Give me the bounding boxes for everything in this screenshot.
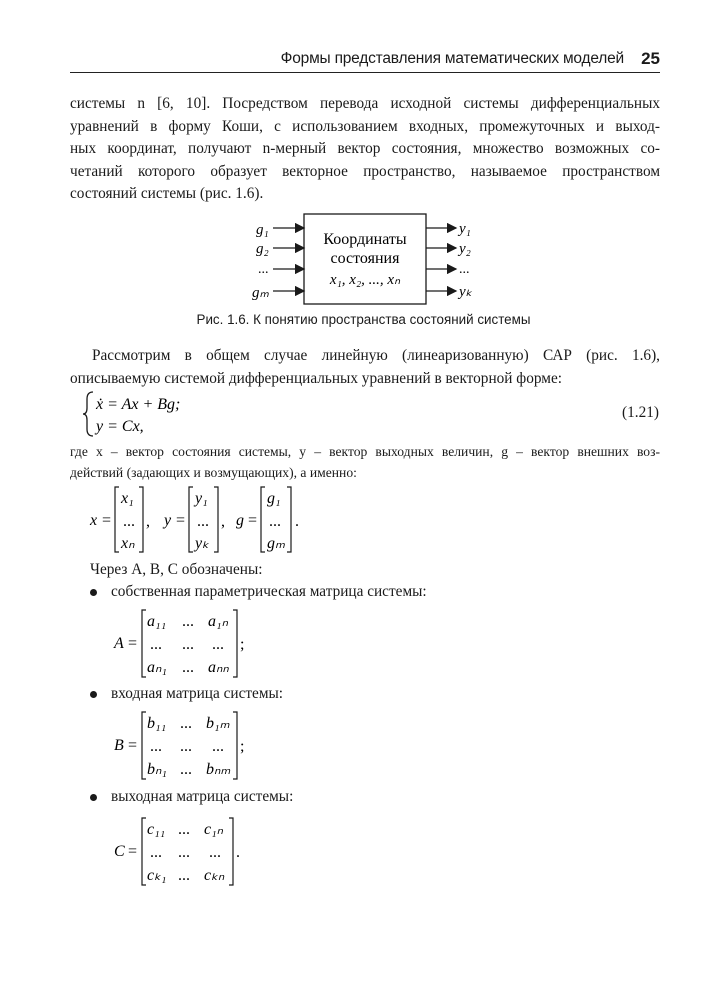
matrix-name: A: [114, 635, 124, 652]
vector-x-name: x: [90, 512, 98, 529]
running-header: [70, 50, 660, 73]
matrix-cell: ...: [212, 636, 224, 653]
bullet-dot: [90, 589, 97, 596]
matrix-end: ;: [240, 636, 245, 653]
input-label-gm: gₘ: [252, 285, 269, 301]
matrix-B: [112, 709, 272, 781]
vector-g-entry: ...: [269, 513, 281, 530]
text-line: четаний которого образует векторное пространство, называемое пространством: [70, 162, 660, 180]
bullet-dot: [90, 794, 97, 801]
vector-g-name: g: [236, 512, 244, 529]
text-line: Рассмотрим в общем случае линейную (линеаризованную) САР (рис. 1.6),: [92, 347, 660, 364]
bullet-text: выходная матрица системы:: [111, 788, 294, 805]
matrix-cell: ...: [178, 821, 190, 838]
input-label-g2: g₂: [256, 241, 269, 257]
through-text: Через A, B, C обозначены:: [90, 561, 263, 578]
vector-x-entry: xₙ: [121, 535, 135, 552]
matrix-cell: aₙ₁: [147, 659, 167, 676]
text-line: ных координат, получают n-мерный вектор состояния, множество возможных со-: [70, 140, 660, 158]
bullet-item: [90, 788, 293, 806]
matrix-A: [112, 607, 272, 679]
svg-text:=: =: [128, 635, 138, 652]
matrix-end: ;: [240, 738, 245, 755]
curly-brace: [83, 392, 93, 436]
matrix-cell: ...: [178, 867, 190, 884]
matrix-cell: cₖₙ: [204, 867, 225, 884]
matrix-cell: a₁₁: [147, 613, 167, 630]
vector-x-entry: ...: [123, 513, 135, 530]
bullet-item: [90, 685, 283, 703]
state-space-figure: [240, 212, 490, 308]
matrix-cell: b₁ₘ: [206, 715, 230, 732]
text-line: описываемую системой дифференциальных уравнений в векторной форме:: [70, 369, 562, 387]
vector-y-entry: y₁: [195, 490, 208, 507]
svg-text:,: ,: [221, 513, 225, 530]
figure-caption: Рис. 1.6. К понятию пространства состояний системы: [196, 312, 531, 327]
matrix-cell: ...: [182, 613, 194, 630]
matrix-cell: ...: [150, 738, 162, 755]
box-line-3: x₁, x₂, ..., xₙ: [329, 272, 401, 288]
matrix-end: .: [236, 844, 240, 861]
svg-text:=: =: [128, 737, 138, 754]
matrix-cell: ...: [180, 738, 192, 755]
bullet-dot: [90, 691, 97, 698]
svg-text:.: .: [295, 513, 299, 530]
matrix-cell: ...: [209, 844, 221, 861]
paragraph-system: [70, 345, 660, 390]
output-label-yk: yₖ: [459, 284, 473, 300]
vector-g-entry: gₘ: [267, 535, 285, 552]
matrix-cell: bₙₘ: [206, 761, 231, 778]
svg-text:=: =: [128, 843, 138, 860]
matrix-cell: a₁ₙ: [208, 613, 228, 630]
output-label-dots: ...: [459, 262, 470, 277]
text-line: системы n [6, 10]. Посредством перевода исходной системы дифференциальных: [70, 95, 660, 112]
svg-text:=: =: [102, 512, 112, 529]
text-line: уравнений в форму Коши, с использованием входных, промежуточных и выход-: [70, 117, 660, 135]
input-label-dots: ...: [258, 262, 269, 277]
input-label-g1: g₁: [256, 222, 269, 238]
paragraph-intro: [70, 93, 660, 206]
matrix-C: [112, 815, 272, 887]
matrix-cell: ...: [180, 761, 192, 778]
matrix-cell: c₁₁: [147, 821, 166, 838]
matrix-cell: bₙ₁: [147, 761, 167, 778]
matrix-cell: ...: [150, 844, 162, 861]
vector-y-name: y: [164, 512, 172, 529]
text-line: действий (задающих и возмущающих), а именно:: [70, 465, 357, 480]
svg-text:=: =: [248, 512, 258, 529]
matrix-cell: cₖ₁: [147, 867, 167, 884]
text-line: состояний системы (рис. 1.6).: [70, 185, 264, 203]
paragraph-definitions: [70, 441, 660, 483]
equation-line-1: ẋ = Ax + Bg;: [96, 396, 181, 413]
bullet-text: собственная параметрическая матрица системы:: [111, 583, 427, 600]
matrix-cell: b₁₁: [147, 715, 167, 732]
bullet-text: входная матрица системы:: [111, 685, 284, 702]
vector-y-entry: ...: [197, 513, 209, 530]
equation-system: [82, 390, 212, 438]
matrix-cell: c₁ₙ: [204, 821, 224, 838]
matrix-cell: ...: [182, 659, 194, 676]
matrix-cell: ...: [212, 738, 224, 755]
matrix-cell: ...: [180, 715, 192, 732]
matrix-name: B: [114, 737, 124, 754]
vector-g-entry: g₁: [267, 490, 281, 507]
bullet-item: [90, 583, 427, 601]
svg-text:,: ,: [146, 513, 150, 530]
header-title: Формы представления математических моделей: [280, 50, 624, 67]
page-number: 25: [641, 49, 660, 68]
box-line-2: состояния: [330, 250, 400, 267]
output-label-y2: y₂: [459, 241, 471, 257]
output-label-y1: y₁: [459, 221, 471, 237]
matrix-cell: ...: [178, 844, 190, 861]
matrix-cell: ...: [182, 636, 194, 653]
equation-number: (1.21): [622, 404, 659, 421]
vector-x-entry: x₁: [121, 490, 134, 507]
text-line: где x – вектор состояния системы, y – вектор выходных величин, g – вектор внешних воз-: [70, 444, 660, 459]
svg-text:=: =: [176, 512, 186, 529]
vectors-block: [88, 484, 318, 556]
matrix-cell: aₙₙ: [208, 659, 229, 676]
equation-line-2: y = Cx,: [96, 418, 144, 435]
box-line-1: Координаты: [323, 231, 407, 248]
matrix-name: C: [114, 843, 125, 860]
matrix-cell: ...: [150, 636, 162, 653]
vector-y-entry: yₖ: [195, 535, 209, 552]
